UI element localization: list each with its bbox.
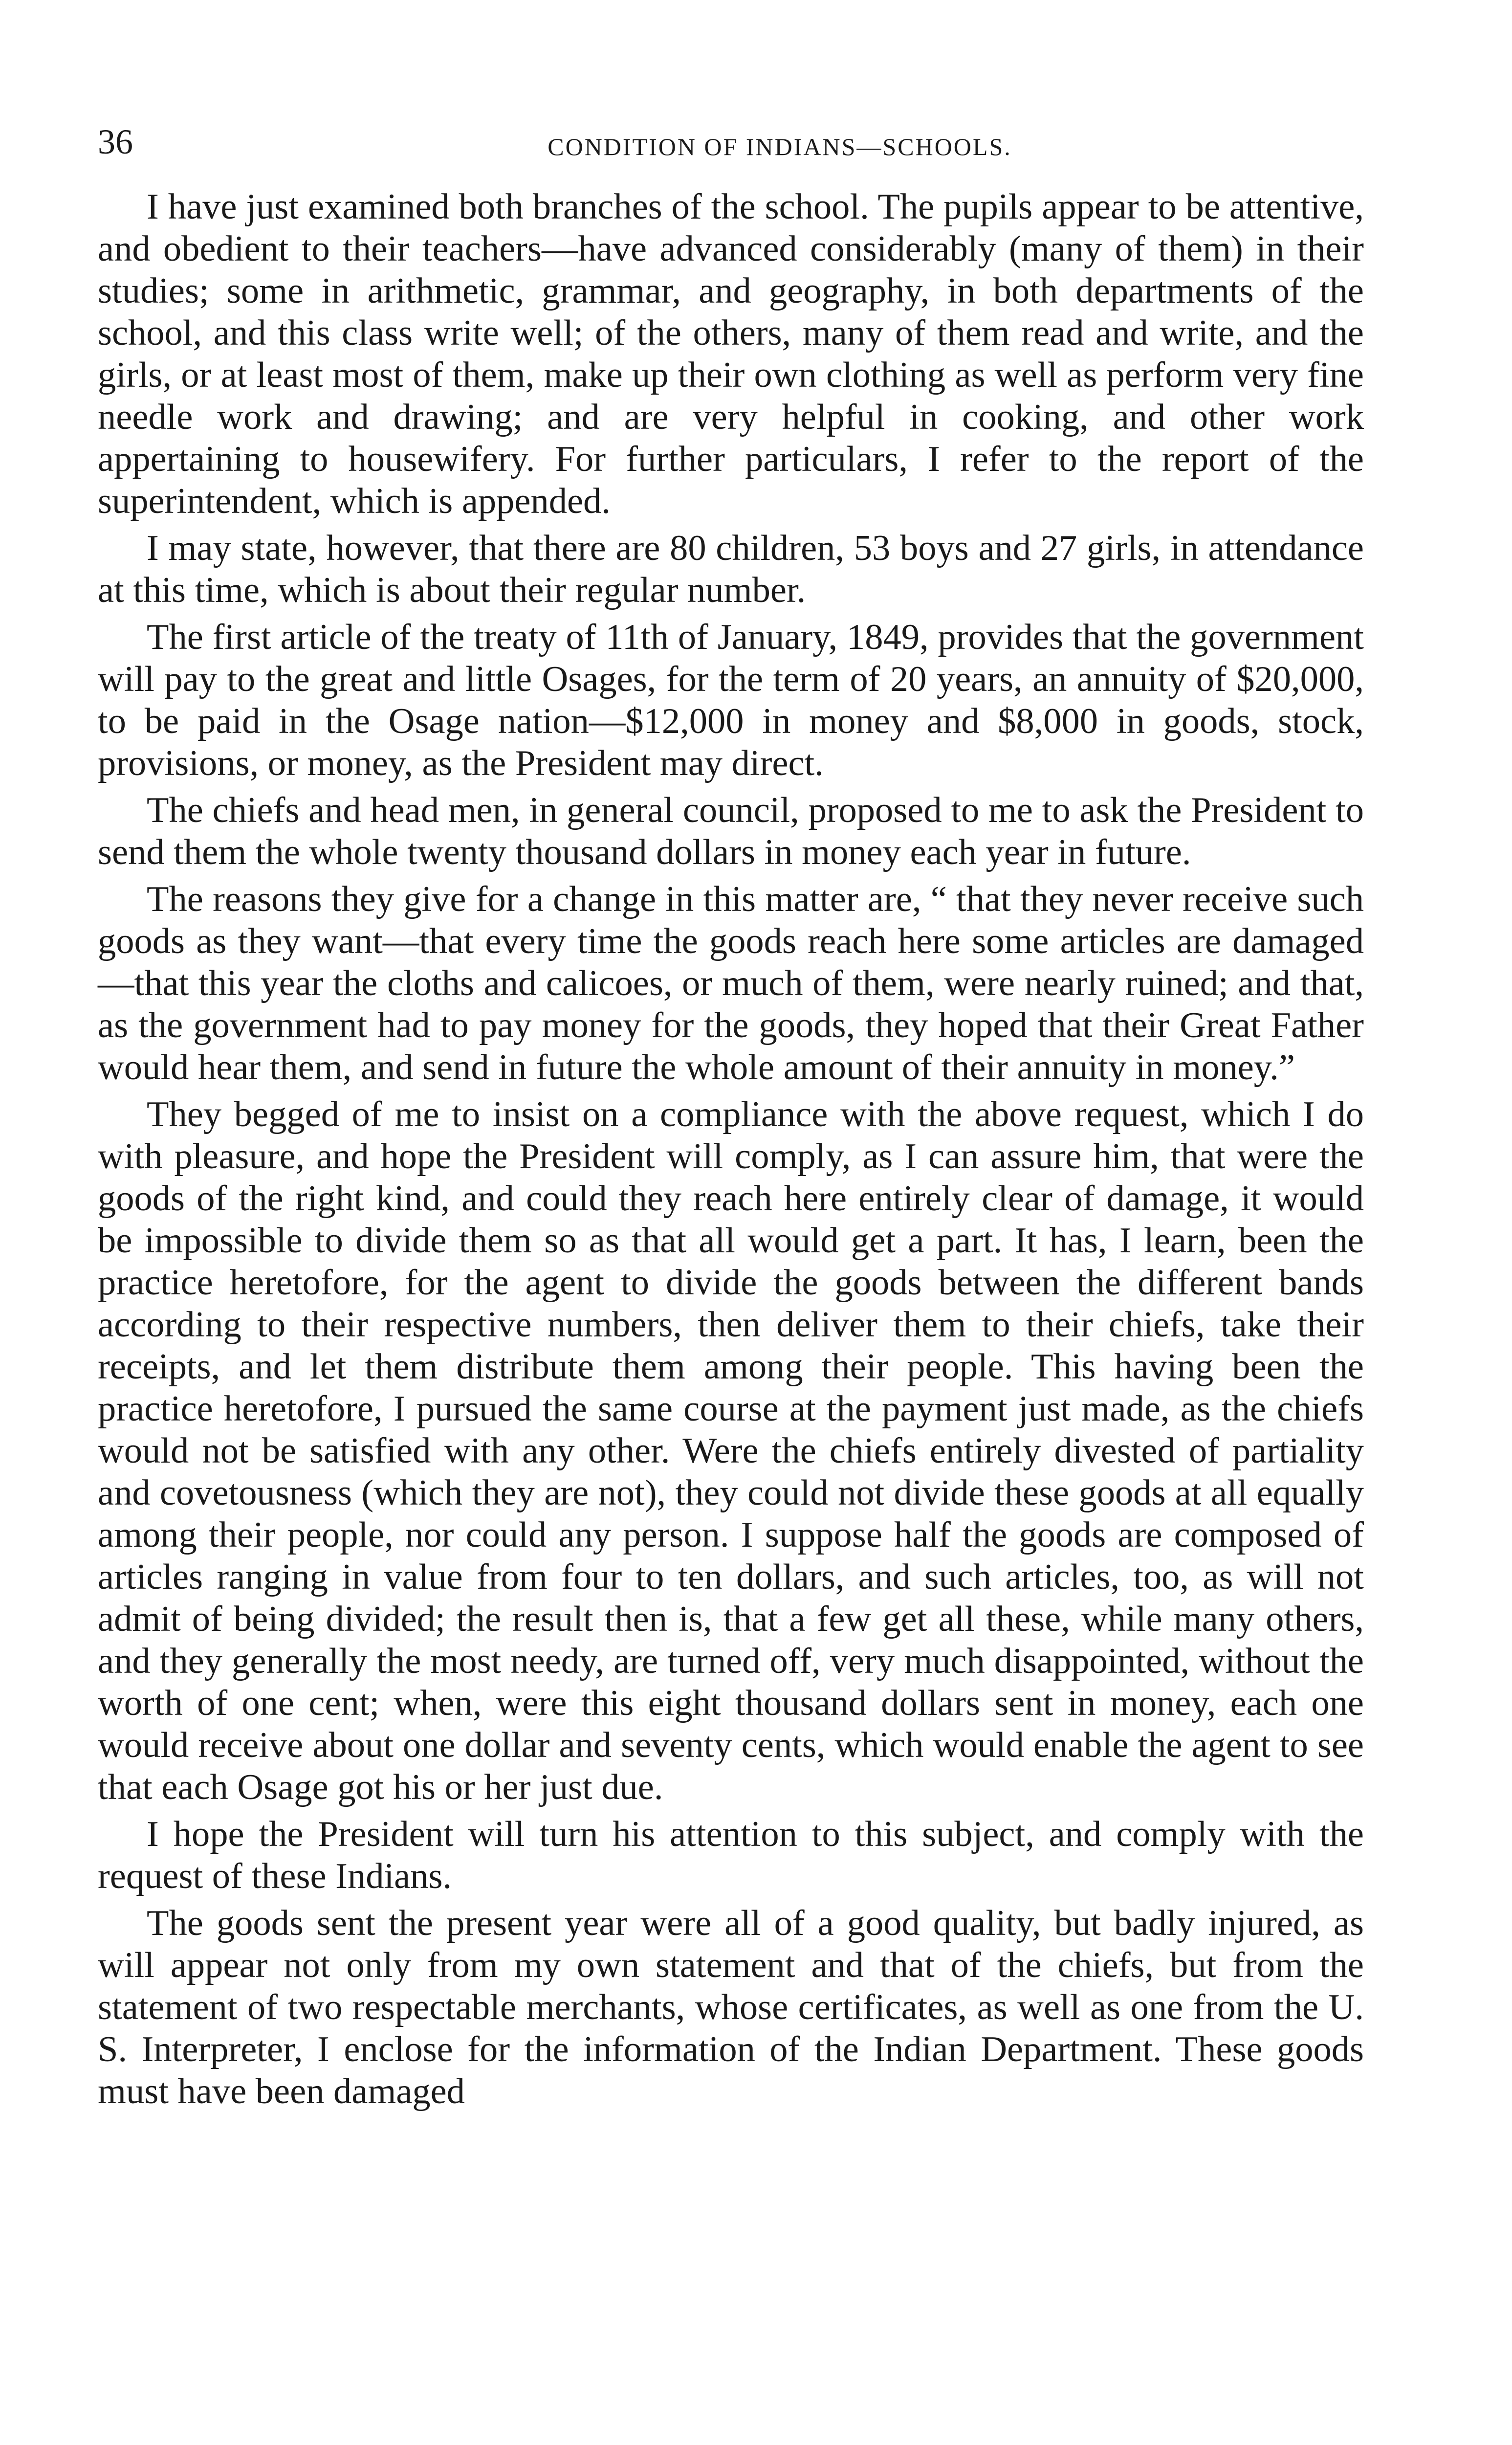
paragraph: The chiefs and head men, in general council, proposed to me to ask the President to send them the whole twenty thousand dollars in money each year in future. bbox=[98, 790, 1364, 872]
paragraph: The goods sent the present year were all of a good quality, but badly injured, as will appear not only from my own statement and that of the chiefs, but from the statement of two respectable merchants, whose certificates, as well as one from the U. S. Interpreter, I enclose for the information of the Indian Department. These goods must have been damaged bbox=[98, 1903, 1364, 2112]
paragraph: The first article of the treaty of 11th of January, 1849, provides that the government will pay to the great and little Osages, for the term of 20 years, an annuity of $20,000, to be paid in the Osage nation—$12,000 in money and $8,000 in goods, stock, provisions, or money, as the President may direct. bbox=[98, 617, 1364, 783]
running-title: CONDITION OF INDIANS—SCHOOLS. bbox=[548, 133, 1012, 160]
page-header bbox=[98, 122, 1398, 176]
paragraph: I may state, however, that there are 80 children, 53 boys and 27 girls, in attendance at this time, which is about their regular number. bbox=[98, 528, 1364, 610]
paragraph: The reasons they give for a change in this matter are, “ that they never receive such goods as they want—that every time the goods reach here some articles are damaged—that this year the cloths and calicoes, or much of them, were nearly ruined; and that, as the government had to pay money for the goods, they hoped that their Great Father would hear them, and send in future the whole amount of their annuity in money.” bbox=[98, 879, 1364, 1088]
paragraph: They begged of me to insist on a compliance with the above request, which I do with pleasure, and hope the President will comply, as I can assure him, that were the goods of the right kind, and could they reach here entirely clear of damage, it would be impossible to divide them so as that all would get a part. It has, I learn, been the practice heretofore, for the agent to divide the goods between the different bands according to their respective numbers, then deliver them to their chiefs, take their receipts, and let them distribute them among their people. This having been the practice heretofore, I pursued the same course at the payment just made, as the chiefs would not be satisfied with any other. Were the chiefs entirely divested of partiality and covetousness (which they are not), they could not divide these goods at all equally among their people, nor could any person. I suppose half the goods are composed of articles ranging in value from four to ten dollars, and such articles, too, as will not admit of being divided; the result then is, that a few get all these, while many others, and they generally the most needy, are turned off, very much disappointed, without the worth of one cent; when, were this eight thousand dollars sent in money, each one would receive about one dollar and seventy cents, which would enable the agent to see that each Osage got his or her just due. bbox=[98, 1094, 1364, 1807]
paragraph: I have just examined both branches of the school. The pupils appear to be attentive, and obedient to their teachers—have advanced considerably (many of them) in their studies; some in arithmetic, grammar, and geography, in both departments of the school, and this class write well; of the others, many of them read and write, and the girls, or at least most of them, make up their own clothing as well as perform very fine needle work and drawing; and are very helpful in cooking, and other work appertaining to housewifery. For further particulars, I refer to the report of the superintendent, which is appended. bbox=[98, 187, 1364, 521]
page-number: 36 bbox=[98, 122, 133, 161]
paragraph: I hope the President will turn his attention to this subject, and comply with the request of these Indians. bbox=[98, 1814, 1364, 1896]
body-text bbox=[98, 186, 1364, 2112]
